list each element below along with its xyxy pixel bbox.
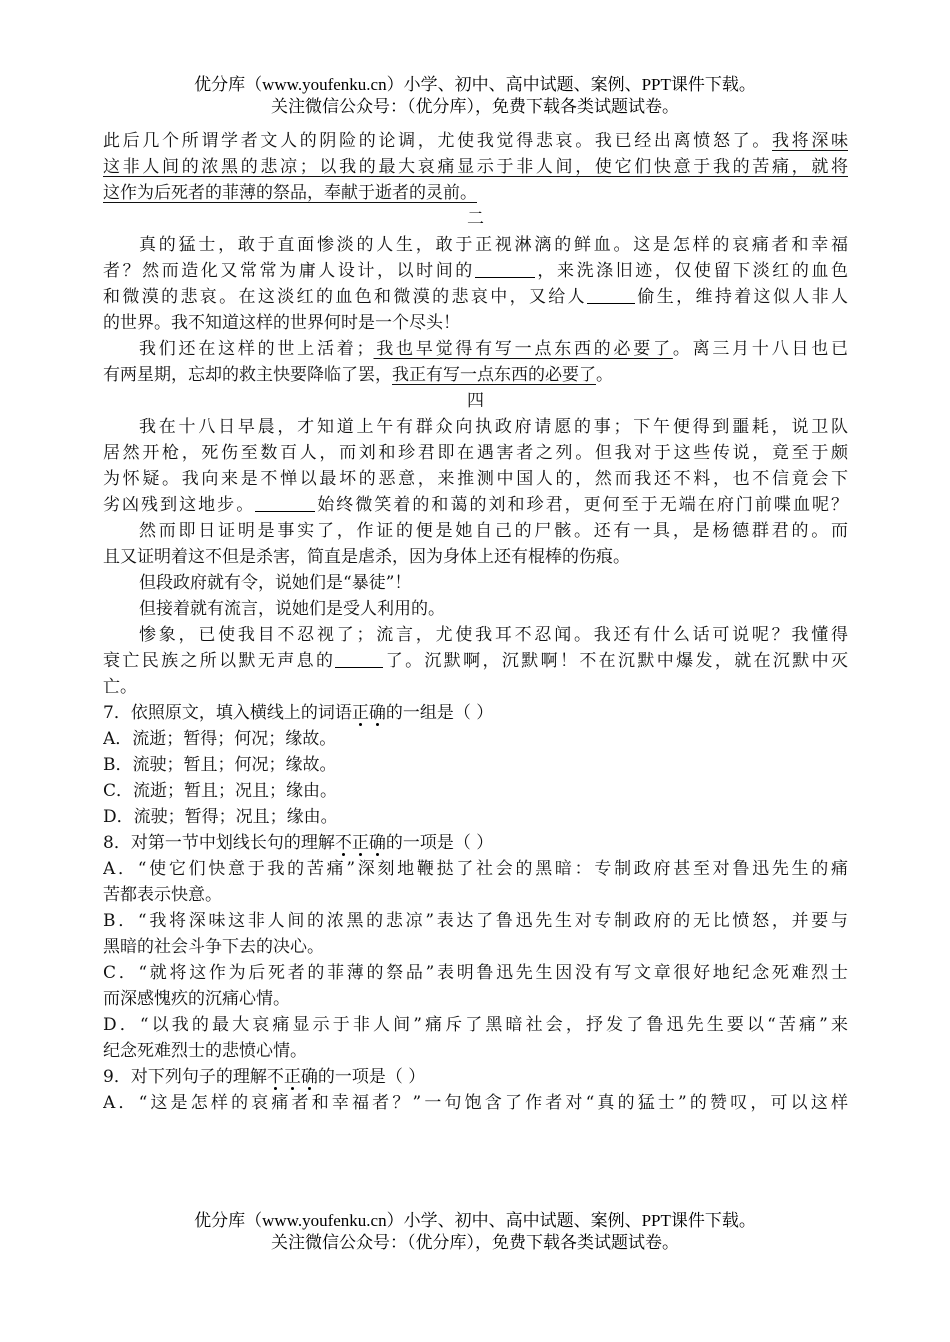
option-d: D．流驶；暂得；况且；缘由。 (103, 807, 338, 827)
passage-line (103, 154, 848, 180)
passage-line: 劣凶残到这地步。 始终微笑着的和蔼的刘和珍君，更何至于无端在府门前喋血呢？ (103, 495, 848, 515)
underlined-sentence: 我也早觉得有写一点东西的必要了 (373, 339, 673, 359)
underlined-sentence: 这非人间的浓黑的悲凉；以我的最大哀痛显示于非人间，使它们快意于我的苦痛，就将 (103, 157, 848, 177)
document-body (103, 128, 848, 1116)
passage-line: 且又证明着这不但是杀害，简直是虐杀，因为身体上还有棍棒的伤痕。 (103, 547, 630, 567)
passage-line: 有两星期，忘却的救主快要降临了罢，我正有写一点东西的必要了。 (103, 365, 613, 385)
header-line-2: 关注微信公众号：（优分库），免费下载各类试题试卷。 (271, 97, 679, 116)
page-header (0, 74, 950, 118)
underlined-sentence: 我正有写一点东西的必要了 (392, 365, 596, 385)
header-line-1: 优分库（www.youfenku.cn）小学、初中、高中试题、案例、PPT课件下载。 (194, 75, 756, 94)
option-a: A．“这是怎样的哀痛者和幸福者？”一句饱含了作者对“真的猛士”的赞叹，可以这样 (103, 1093, 848, 1113)
passage-line (103, 180, 848, 206)
passage-line: 衰亡民族之所以默无声息的 了。沉默啊，沉默啊！不在沉默中爆发，就在沉默中灭 (103, 651, 848, 671)
emphasis-char: 不 (266, 1067, 284, 1087)
underlined-sentence: 这作为后死者的菲薄的祭品，奉献于逝者的灵前。 (103, 183, 477, 203)
option-d-cont: 纪念死难烈士的悲愤心情。 (103, 1041, 307, 1061)
passage-line: 但段政府就有令，说她们是“暴徒”！ (139, 573, 412, 593)
passage-line: 但接着就有流言，说她们是受人利用的。 (139, 599, 445, 619)
emphasis-char: 不 (334, 833, 352, 853)
emphasis-char: 确 (368, 703, 386, 723)
emphasis-char: 正 (351, 703, 369, 723)
question-stem: 9．对下列句子的理解不正确的一项是（ ） (103, 1067, 426, 1087)
passage-line: 居然开枪，死伤至数百人，而刘和珍君即在遇害者之列。但我对于这些传说，竟至于颇 (103, 443, 848, 463)
fill-blank (335, 649, 383, 668)
passage-line: 者？然而造化又常常为庸人设计，以时间的 ，来洗涤旧迹，仅使留下淡红的血色 (103, 261, 848, 281)
emphasis-char: 确 (368, 833, 386, 853)
option-d: D．“以我的最大哀痛显示于非人间”痛斥了黑暗社会，抒发了鲁迅先生要以“苦痛”来 (103, 1015, 848, 1035)
passage-line: 和微漠的悲哀。在这淡红的血色和微漠的悲哀中，又给人 偷生，维持着这似人非人 (103, 287, 848, 307)
option-c: C．流逝；暂且；况且；缘由。 (103, 781, 338, 801)
passage-line: 惨象，已使我目不忍视了；流言，尤使我耳不忍闻。我还有什么话可说呢？我懂得 (139, 625, 848, 645)
passage-line: 亡。 (103, 677, 137, 697)
option-b: B．“我将深味这非人间的浓黑的悲凉”表达了鲁迅先生对专制政府的无比愤怒，并要与 (103, 911, 848, 931)
page-footer (0, 1210, 950, 1254)
option-a-cont: 苦都表示快意。 (103, 885, 222, 905)
question-stem: 7．依照原文，填入横线上的词语正确的一组是（ ） (103, 703, 494, 723)
passage-line: 为怀疑。我向来是不惮以最坏的恶意，来推测中国人的，然而我还不料，也不信竟会下 (103, 469, 848, 489)
footer-line-1: 优分库（www.youfenku.cn）小学、初中、高中试题、案例、PPT课件下载。 (194, 1211, 756, 1230)
passage-line: 我们还在这样的世上活着；我也早觉得有写一点东西的必要了。离三月十八日也已 (139, 339, 848, 359)
option-a: A．“使它们快意于我的苦痛”深刻地鞭挞了社会的黑暗：专制政府甚至对鲁迅先生的痛 (103, 859, 848, 879)
option-c: C．“就将这作为后死者的菲薄的祭品”表明鲁迅先生因没有写文章很好地纪念死难烈士 (103, 963, 848, 983)
question-8 (103, 830, 848, 1064)
question-stem: 8．对第一节中划线长句的理解不正确的一项是（ ） (103, 833, 494, 853)
option-b: B．流驶；暂且；何况；缘故。 (103, 755, 337, 775)
passage-line: 此后几个所谓学者文人的阴险的论调，尤使我觉得悲哀。我已经出离愤怒了。我将深味 (103, 131, 848, 151)
underlined-sentence: 我将深味 (771, 131, 848, 151)
passage-line: 真的猛士，敢于直面惨淡的人生，敢于正视淋漓的鲜血。这是怎样的哀痛者和幸福 (139, 235, 848, 255)
emphasis-char: 正 (283, 1067, 301, 1087)
question-9 (103, 1064, 848, 1116)
option-b-cont: 黑暗的社会斗争下去的决心。 (103, 937, 324, 957)
section-heading: 四 (467, 391, 484, 411)
section-heading: 二 (467, 209, 484, 229)
passage-line: 然而即日证明是事实了，作证的便是她自己的尸骸。还有一具，是杨德群君的。而 (139, 521, 848, 541)
question-7 (103, 700, 848, 830)
option-c-cont: 而深感愧疚的沉痛心情。 (103, 989, 290, 1009)
passage-line: 的世界。我不知道这样的世界何时是一个尽头！ (103, 313, 460, 333)
option-a: A．流逝；暂得；何况；缘故。 (103, 729, 337, 749)
footer-line-2: 关注微信公众号：（优分库），免费下载各类试题试卷。 (271, 1233, 679, 1252)
fill-blank (255, 493, 315, 512)
fill-blank (475, 259, 535, 278)
fill-blank (587, 285, 635, 304)
passage-line: 我在十八日早晨，才知道上午有群众向执政府请愿的事；下午便得到噩耗，说卫队 (139, 417, 848, 437)
emphasis-char: 正 (351, 833, 369, 853)
emphasis-char: 确 (300, 1067, 318, 1087)
